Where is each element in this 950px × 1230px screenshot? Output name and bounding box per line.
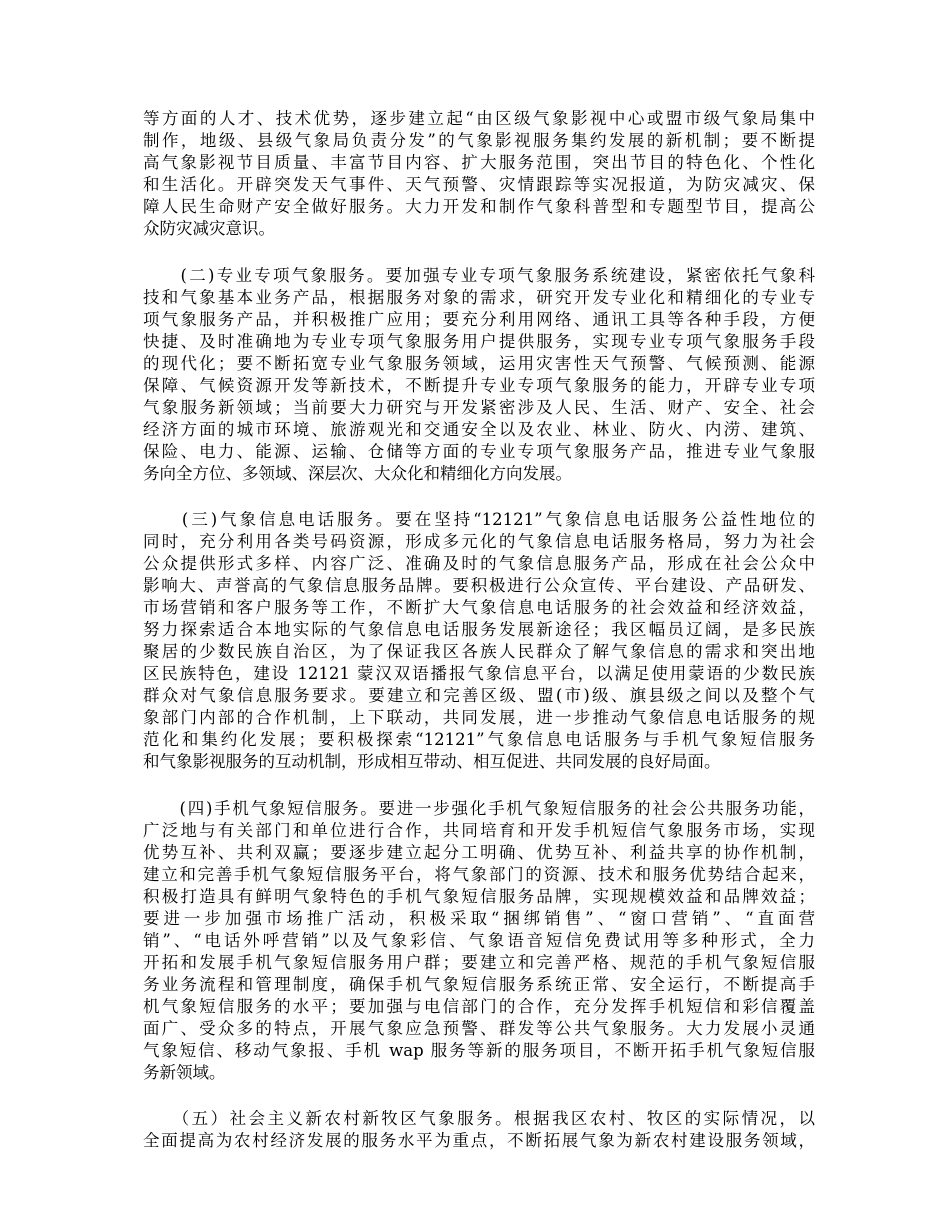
text-line: 要进一步加强市场推广活动，积极采取“捆绑销售”、“窗口营销”、“直面营 bbox=[143, 909, 815, 928]
document-page bbox=[143, 108, 815, 1152]
text-line: 务业务流程和管理制度，确保手机气象短信服务系统正常、安全运行，不断提高手 bbox=[143, 975, 815, 994]
text-line: 市场营销和客户服务等工作，不断扩大气象信息电话服务的社会效益和经济效益， bbox=[143, 598, 815, 617]
text-line: 面广、受众多的特点，开展气象应急预警、群发等公共气象服务。大力发展小灵通 bbox=[143, 1019, 815, 1038]
text-line: 等方面的人才、技术优势，逐步建立起“由区级气象影视中心或盟市级气象局集中 bbox=[143, 109, 815, 128]
paragraph-specialized-service bbox=[143, 265, 815, 485]
text-line: 制作，地级、县级气象局负责分发”的气象影视服务集约发展的新机制；要不断提 bbox=[143, 131, 815, 150]
text-line: 高气象影视节目质量、丰富节目内容、扩大服务范围，突出节目的特色化、个性化 bbox=[143, 153, 815, 172]
text-line: 保险、电力、能源、运输、仓储等方面的专业专项气象服务产品，推进专业气象服 bbox=[143, 442, 815, 461]
text-line: （五）社会主义新农村新牧区气象服务。根据我区农村、牧区的实际情况，以 bbox=[143, 1109, 815, 1128]
text-line: 经济方面的城市环境、旅游观光和交通安全以及农业、林业、防火、内涝、建筑、 bbox=[143, 420, 815, 439]
text-line: (三)气象信息电话服务。要在坚持“12121”气象信息电话服务公益性地位的 bbox=[143, 510, 815, 529]
text-line: 全面提高为农村经济发展的服务水平为重点，不断拓展气象为新农村建设服务领域， bbox=[143, 1131, 815, 1150]
text-line: (四)手机气象短信服务。要进一步强化手机气象短信服务的社会公共服务功能， bbox=[143, 799, 815, 818]
paragraph-sms-service bbox=[143, 798, 815, 1084]
text-line: 开拓和发展手机气象短信服务用户群；要建立和完善严格、规范的手机气象短信服 bbox=[143, 953, 815, 972]
paragraph-rural-service bbox=[143, 1108, 815, 1152]
text-line: 快捷、及时准确地为专业专项气象服务用户提供服务，实现专业专项气象服务手段 bbox=[143, 332, 815, 351]
text-line: 群众对气象信息服务要求。要建立和完善区级、盟(市)级、旗县级之间以及整个气 bbox=[143, 686, 815, 705]
paragraph-talent-advantage bbox=[143, 108, 815, 240]
text-line: 广泛地与有关部门和单位进行合作，共同培育和开发手机短信气象服务市场，实现 bbox=[143, 821, 815, 840]
text-line: 和气象影视服务的互动机制，形成相互带动、相互促进、共同发展的良好局面。 bbox=[143, 752, 721, 771]
text-line: 同时，充分利用各类号码资源，形成多元化的气象信息电话服务格局，努力为社会 bbox=[143, 532, 815, 551]
text-line: 范化和集约化发展；要积极探索“12121”气象信息电话服务与手机气象短信服务 bbox=[143, 730, 815, 749]
text-line: 技和气象基本业务产品，根据服务对象的需求，研究开发专业化和精细化的专业专 bbox=[143, 288, 815, 307]
text-line: 机气象短信服务的水平；要加强与电信部门的合作，充分发挥手机短信和彩信覆盖 bbox=[143, 997, 815, 1016]
text-line: 优势互补、共利双赢；要逐步建立起分工明确、优势互补、利益共享的协作机制， bbox=[143, 843, 815, 862]
text-line: 障人民生命财产安全做好服务。大力开发和制作气象科普型和专题型节目，提高公 bbox=[143, 197, 815, 216]
text-line: 务向全方位、多领域、深层次、大众化和精细化方向发展。 bbox=[143, 464, 572, 483]
text-line: 努力探索适合本地实际的气象信息电话服务发展新途径；我区幅员辽阔，是多民族 bbox=[143, 620, 815, 639]
text-line: 众防灾减灾意识。 bbox=[143, 219, 275, 238]
text-line: 气象服务新领域；当前要大力研究与开发紧密涉及人民、生活、财产、安全、社会 bbox=[143, 398, 815, 417]
text-line: 的现代化；要不断拓宽专业气象服务领域，运用灾害性天气预警、气候预测、能源 bbox=[143, 354, 815, 373]
text-line: 影响大、声誉高的气象信息服务品牌。要积极进行公众宣传、平台建设、产品研发、 bbox=[143, 576, 815, 595]
text-line: 象部门内部的合作机制，上下联动，共同发展，进一步推动气象信息电话服务的规 bbox=[143, 708, 815, 727]
text-line: 项气象服务产品，并积极推广应用；要充分利用网络、通讯工具等各种手段，方便 bbox=[143, 310, 815, 329]
text-line: 务新领域。 bbox=[143, 1063, 226, 1082]
text-line: 保障、气候资源开发等新技术，不断提升专业专项气象服务的能力，开辟专业专项 bbox=[143, 376, 815, 395]
text-line: (二)专业专项气象服务。要加强专业专项气象服务系统建设，紧密依托气象科 bbox=[143, 266, 815, 285]
text-line: 区民族特色，建设 12121 蒙汉双语播报气象信息平台，以满足使用蒙语的少数民族 bbox=[143, 664, 815, 683]
paragraph-phone-service bbox=[143, 509, 815, 773]
text-line: 建立和完善手机气象短信服务平台，将气象部门的资源、技术和服务优势结合起来， bbox=[143, 865, 815, 884]
text-line: 和生活化。开辟突发天气事件、天气预警、灾情跟踪等实况报道，为防灾减灾、保 bbox=[143, 175, 815, 194]
text-line: 积极打造具有鲜明气象特色的手机气象短信服务品牌，实现规模效益和品牌效益； bbox=[143, 887, 815, 906]
text-line: 销”、“电话外呼营销”以及气象彩信、气象语音短信免费试用等多种形式，全力 bbox=[143, 931, 815, 950]
text-line: 聚居的少数民族自治区，为了保证我区各族人民群众了解气象信息的需求和突出地 bbox=[143, 642, 815, 661]
text-line: 公众提供形式多样、内容广泛、准确及时的气象信息服务产品，形成在社会公众中 bbox=[143, 554, 815, 573]
text-line: 气象短信、移动气象报、手机 wap 服务等新的服务项目，不断开拓手机气象短信服 bbox=[143, 1041, 815, 1060]
